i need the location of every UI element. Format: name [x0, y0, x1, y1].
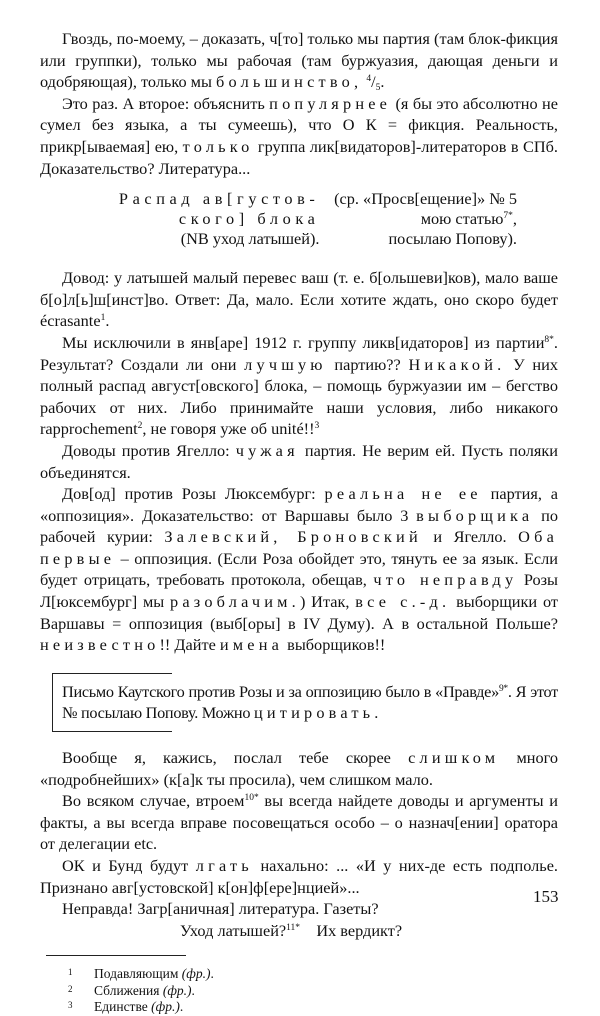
- text: Довод: у латышей малый перевес ваш (т. е. б[ольшеви]ков), мало ваше б[о]л[ь]ш[инст]во. Ответ: Да, мало. Если хотите ждать, оно скоро будет écrasante: [40, 268, 558, 331]
- text: Дов[од] против Розы Люксембург:: [62, 484, 325, 504]
- text: .: [191, 982, 195, 998]
- paragraph-6: [40, 483, 558, 656]
- emphasized-text: реальна не ее: [324, 484, 482, 504]
- note-left-line: Распад ав[густов-: [118, 189, 320, 209]
- text: !! Дайте: [159, 635, 220, 655]
- text: и Ягелло.: [421, 527, 519, 547]
- text: выборщиков!!: [283, 635, 386, 655]
- footnote-number: 3: [68, 1000, 73, 1011]
- text: .: [380, 72, 385, 92]
- emphasized-text: Оба первые: [40, 527, 558, 568]
- paragraph-11: [40, 920, 558, 942]
- text: Розы Л[юксембург] мы: [40, 570, 558, 612]
- language-note: (фр.): [181, 966, 211, 982]
- text: – оппозиция. (Если Роза обойдет это, тянуть ее за язык. Если будет отрицать, требовать протокола, обещав,: [40, 548, 558, 590]
- text: .: [105, 311, 110, 331]
- text: партия, а «оппозиция». Доказательство: от Варшавы было 3: [40, 484, 559, 525]
- emphasized-text: имена: [219, 635, 284, 655]
- footnote-ref[interactable]: 10*: [244, 793, 259, 804]
- footnotes: [40, 966, 558, 1016]
- fraction-slash: /: [371, 72, 376, 92]
- footnote-ref[interactable]: 7*: [503, 211, 513, 222]
- note-right-line: [319, 209, 517, 229]
- emphasized-text: все с.-д.: [355, 592, 451, 612]
- note-right-line: (ср. «Просв[ещение]» № 5: [334, 189, 517, 209]
- paragraph-4: [40, 332, 558, 440]
- paragraph-10: [40, 898, 558, 920]
- text: Уход латышей?: [180, 920, 287, 940]
- language-note: (фр.): [151, 999, 180, 1015]
- emphasized-text: большинство,: [215, 72, 363, 92]
- footnote-divider: [46, 955, 186, 956]
- text: Письмо Каутского против Розы и за оппозицию было в «Правде»: [62, 681, 499, 701]
- text: Гвоздь, по-моему, – доказать, ч[то] только мы партия (там блок-фикция или группки), только мы рабочая (там буржуазия, дающая деньги и одобряющая), только мы: [40, 29, 558, 92]
- emphasized-text: Никакой.: [408, 354, 506, 374]
- text: много «подробнейших» (к[а]к ты просила), чем слишком мало.: [40, 748, 559, 789]
- emphasized-text: лучшую: [244, 354, 327, 374]
- text: .: [210, 966, 214, 982]
- document-page: [40, 28, 558, 1016]
- text: вы всегда найдете доводы и аргументы и факты, а вы всегда вправе посовещаться особо – о назнач[ении] оратора от делегации etc.: [40, 791, 558, 854]
- footnote-item: [40, 983, 558, 1000]
- box-left-border: [52, 673, 53, 732]
- boxed-paragraph: [62, 681, 558, 724]
- paragraph-3: [40, 267, 558, 332]
- boxed-note: [52, 673, 558, 732]
- text: У них полный распад август[овского] блока, – помощь буржуазии им – бегство рабочих от них. Либо принимайте наши условия, либо никакого rapprochement: [40, 354, 558, 439]
- footnote-ref[interactable]: 2: [137, 421, 143, 432]
- emphasized-text: слишком: [408, 748, 500, 768]
- emphasized-text: лгать: [195, 856, 253, 875]
- text: , не говоря уже об unité!!: [142, 419, 315, 439]
- text: выборщики от Варшавы = оппозиция (выб[оры] в IV Думу). А в остальной Польше?: [40, 592, 559, 633]
- text: Во всяком случае, втроем: [62, 791, 245, 811]
- text: (я бы это абсолютно не сумел без языка, а ты сумеешь), что О К = фикция. Реальность, прикр[ываемая] ею,: [40, 93, 558, 156]
- footnote-text: [94, 983, 195, 1000]
- footnote-ref[interactable]: 11*: [286, 922, 301, 933]
- emphasized-text: только: [182, 136, 254, 156]
- box-top-border: [52, 673, 172, 674]
- paragraph-9: [40, 855, 558, 898]
- emphasized-text: популярнее: [269, 93, 392, 113]
- text: Их вердикт?: [300, 920, 403, 940]
- emphasized-text: неизвестно: [40, 635, 160, 655]
- note-right: [319, 189, 517, 249]
- footnote-text: [94, 966, 214, 983]
- text: группа лик[видаторов]-литераторов в СПб. Доказательство? Литература...: [40, 136, 558, 178]
- text: Подавляющим: [94, 966, 182, 982]
- footnote-item: [40, 999, 558, 1016]
- text: мою статью: [420, 209, 504, 229]
- text: Единстве: [94, 999, 152, 1015]
- emphasized-text: чужая: [235, 440, 299, 460]
- box-bottom-border: [52, 731, 172, 732]
- note-left-line: (NB уход латышей).: [180, 229, 320, 249]
- note-left: [117, 189, 319, 249]
- footnote-ref[interactable]: 8*: [544, 334, 554, 345]
- text: по рабочей курии:: [40, 505, 558, 547]
- text: Мы исключили в янв[аре] 1912 г. группу ликв[идаторов] из партии: [62, 332, 545, 352]
- footnote-text: [94, 999, 183, 1016]
- footnote-item: [40, 966, 558, 983]
- text: Вообще я, кажись, послал тебе скорее: [62, 748, 409, 768]
- emphasized-text: выборщика: [416, 505, 534, 525]
- text: Неправда! Загр[аничная] литература. Газеты?: [62, 899, 379, 919]
- emphasized-text: Залевский, Броновский: [164, 527, 422, 547]
- text: нахально: ... «И у них-де есть подполье. Признано авг[устовской] к[он]ф[ере]нцией»...: [40, 856, 558, 897]
- fraction-denominator: 5: [375, 83, 381, 94]
- note-right-line: посылаю Попову).: [388, 229, 517, 249]
- page-number: 153: [533, 887, 559, 906]
- paragraph-1: [40, 28, 558, 93]
- text: Доводы против Ягелло:: [62, 440, 236, 460]
- footnote-ref[interactable]: 1: [100, 313, 106, 324]
- text: . Я этот № посылаю Попову. Можно: [62, 681, 558, 723]
- two-column-note: [40, 189, 558, 249]
- fraction-numerator: 4: [366, 74, 372, 85]
- text: партию??: [326, 354, 409, 374]
- paragraph-2: [40, 93, 558, 179]
- text: партия. Не верим ей. Пусть поляки объединятся.: [40, 440, 559, 482]
- paragraph-5: [40, 440, 558, 483]
- paragraph-8: [40, 790, 558, 855]
- text: . Результат? Создали ли они: [40, 332, 558, 374]
- emphasized-text: что неправду: [373, 570, 518, 590]
- emphasized-text: цитировать.: [253, 703, 383, 723]
- text: ) Итак,: [299, 592, 356, 612]
- footnote-ref[interactable]: 3: [314, 421, 320, 432]
- footnote-number: 2: [68, 983, 73, 994]
- text: ,: [512, 209, 517, 229]
- emphasized-text: разоблачим.: [170, 592, 300, 612]
- footnote-number: 1: [68, 967, 73, 978]
- language-note: (фр.): [162, 982, 192, 998]
- footnote-ref[interactable]: 9*: [498, 683, 508, 694]
- text: ОК и Бунд будут: [62, 856, 196, 875]
- text: Сближения: [94, 982, 163, 998]
- paragraph-7: [40, 747, 558, 790]
- text: .: [179, 999, 184, 1015]
- note-left-line: ского] блока: [178, 209, 320, 229]
- text: Это раз. А второе: объяснить: [62, 93, 270, 113]
